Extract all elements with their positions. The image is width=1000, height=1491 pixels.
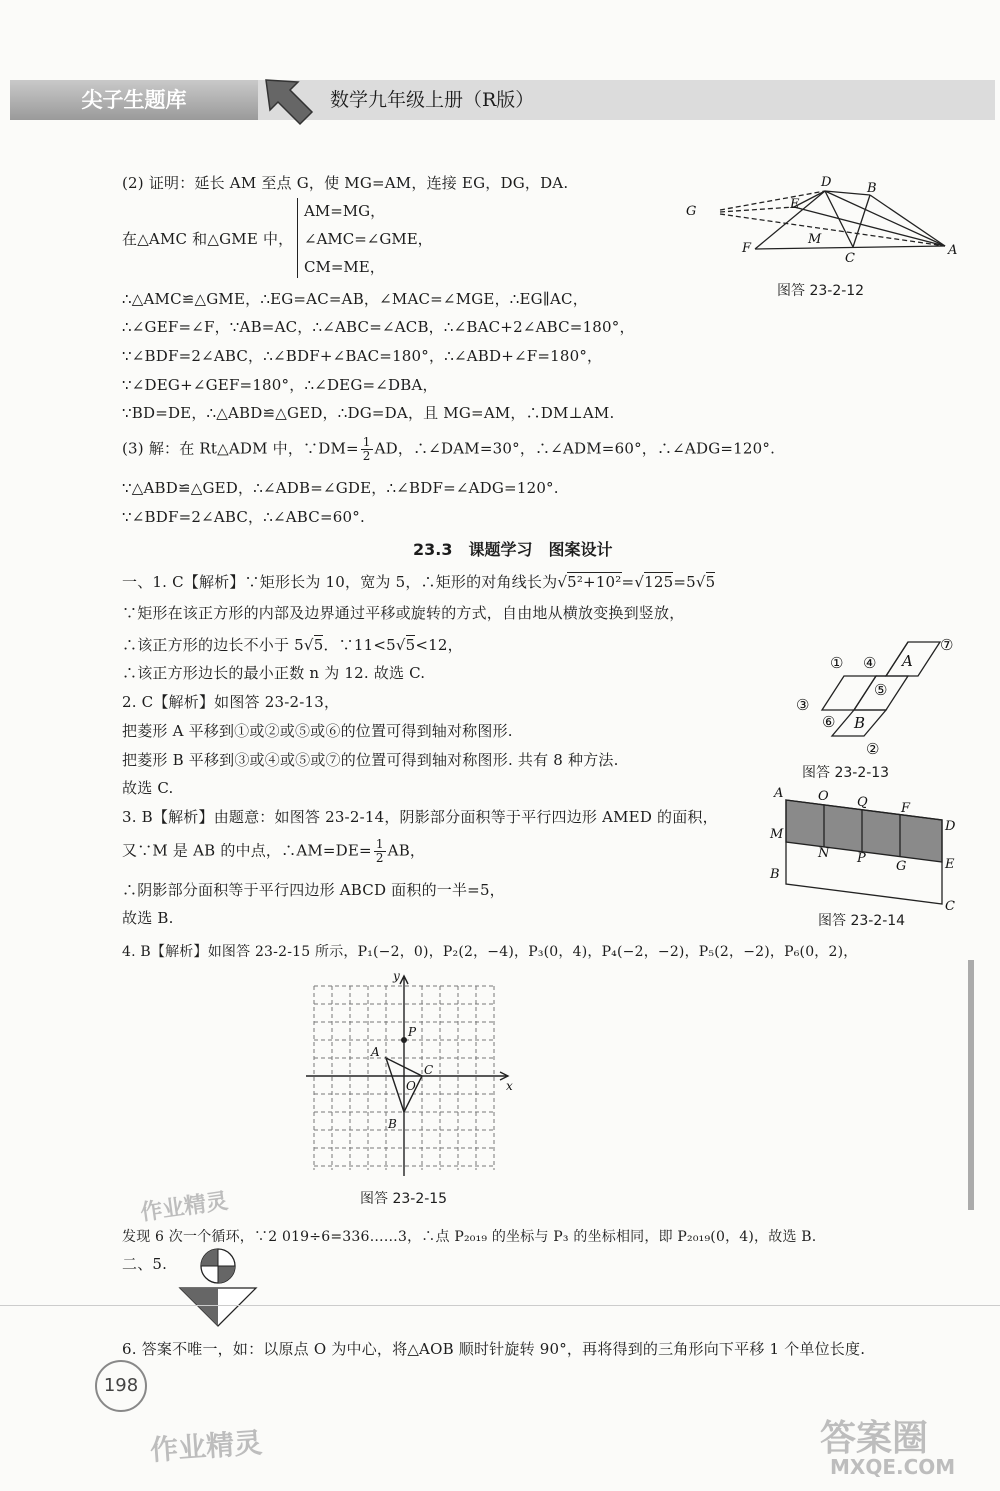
q2-line-3: 把菱形 B 平移到③或④或⑤或⑦的位置可得到轴对称图形. 共有 8 种方法. (122, 751, 619, 769)
header-brand: 尖子生题库 (10, 80, 258, 120)
sqrt-icon: √ (395, 636, 406, 654)
watermark: 答案圈 (820, 1418, 929, 1459)
point-p (401, 1037, 407, 1043)
proof-line-1: (2) 证明：延长 AM 至点 G，使 MG=AM，连接 EG，DG，DA. (122, 174, 569, 192)
fig14-label: D (945, 819, 956, 834)
proof-line-2: ∴△AMC≌△GME，∴EG=AC=AB，∠MAC=∠MGE，∴EG∥AC， (122, 290, 588, 308)
q3-line-4: 故选 B. (122, 909, 174, 927)
fig14-label: Q (857, 795, 868, 810)
proof-line-7: ∵△ABD≌△GED，∴∠ADB=∠GDE，∴∠BDF=∠ADG=120°. (122, 479, 559, 497)
equals: = (621, 573, 635, 591)
scan-edge (968, 960, 974, 1210)
q6-line: 6. 答案不唯一，如：以原点 O 为中心，将△AOB 顺时针旋转 90°，再将得到的三角形向下平移 1 个单位长度. (122, 1340, 866, 1358)
fraction (374, 838, 386, 865)
part3-post: AD，∴∠DAM=30°，∴∠ADM=60°，∴∠ADG=120°. (374, 439, 776, 458)
fig13-caption: 图答 23-2-13 (802, 765, 890, 781)
radicand: 5²+10² (567, 573, 622, 591)
circled-label: ③ (796, 696, 810, 714)
q3-line-3: ∴阴影部分面积等于平行四边形 ABCD 面积的一半=5， (122, 881, 505, 899)
part3-pre: (3) 解：在 Rt△ADM 中，∵DM= (122, 439, 359, 458)
q1-text: 一、1. C【解析】∵矩形长为 10，宽为 5，∴矩形的对角线长为 (122, 573, 558, 591)
fig14-label: M (770, 827, 784, 842)
fig14-label: F (901, 801, 911, 816)
q5-label: 二、5. (122, 1255, 168, 1273)
sqrt-icon: √ (557, 573, 568, 591)
radicand: 5 (405, 636, 416, 654)
fig12-label: B (867, 181, 877, 196)
arrow-icon (258, 72, 318, 130)
system-eq-2: ∠AMC=∠GME， (304, 230, 433, 248)
rhombus-label-b: B (854, 714, 866, 732)
q2-line-1: 2. C【解析】如图答 23-2-13， (122, 693, 340, 711)
watermark: 作业精灵 (149, 1426, 264, 1467)
circled-label: ② (866, 740, 880, 758)
proof-line-4: ∵∠BDF=2∠ABC，∴∠BDF+∠BAC=180°，∴∠ABD+∠F=180°， (122, 347, 603, 365)
fig12-label: F (742, 241, 752, 256)
proof-line-3: ∴∠GEF=∠F，∵AB=AC，∴∠ABC=∠ACB，∴∠BAC+2∠ABC=180°， (122, 318, 635, 336)
fig14-caption: 图答 23-2-14 (818, 913, 906, 929)
system-intro: 在△AMC 和△GME 中， (122, 230, 294, 248)
proof-line-8: ∵∠BDF=2∠ABC，∴∠ABC=60°. (122, 508, 365, 526)
q1-line-2: ∵矩形在该正方形的内部及边界通过平移或旋转的方式，自由地从横放变换到竖放， (122, 604, 685, 622)
sqrt-icon: √ (695, 573, 706, 591)
q4-line-1: 4. B【解析】如图答 23-2-15 所示，P₁(−2，0)，P₂(2，−4)，P₃(0，4)，P₄(−2，−2)，P₅(2，−2)，P₆(0，2)， (122, 944, 858, 960)
q3-line-1: 3. B【解析】由题意：如图答 23-2-14，阴影部分面积等于平行四边形 AMED 的面积， (122, 808, 718, 826)
fraction (361, 436, 373, 463)
q3-text: 又∵M 是 AB 的中点，∴AM=DE= (122, 841, 372, 860)
axis-label-y: y (393, 969, 400, 983)
circled-label: ① (830, 654, 844, 672)
q1-text: ∴该正方形的边长不小于 5 (122, 636, 304, 654)
fig14-label: G (896, 859, 907, 874)
section-title: 23.3 课题学习 图案设计 (413, 540, 613, 559)
q2-line-2: 把菱形 A 平移到①或②或⑤或⑥的位置可得到轴对称图形. (122, 722, 513, 740)
sqrt-icon: √ (303, 636, 314, 654)
figure-23-2-12 (680, 170, 970, 270)
sqrt-icon: √ (634, 573, 645, 591)
circled-label: ④ (863, 654, 877, 672)
system-brace (297, 198, 303, 278)
book-title: 数学九年级上册（R版） (330, 89, 535, 111)
fig12-label: C (845, 251, 855, 266)
q1-text: =5 (673, 573, 696, 591)
fig14-label: O (818, 789, 829, 804)
q1-line-3 (122, 634, 463, 655)
fig12-label: A (948, 243, 958, 258)
q3-line-2 (122, 838, 425, 865)
origin-label: O (406, 1079, 416, 1093)
point-label: A (371, 1045, 380, 1059)
frac-den: 2 (375, 851, 384, 865)
radicand: 5 (705, 573, 716, 591)
q5-pattern (178, 1248, 258, 1328)
fig14-label: P (857, 851, 866, 866)
fig12-label: E (790, 197, 800, 212)
fig14-label: B (770, 867, 780, 882)
q1-line-1 (122, 571, 715, 592)
fig12-label: D (821, 175, 832, 190)
axis-label-x: x (506, 1079, 513, 1093)
figure-23-2-13 (790, 630, 970, 780)
rhombus-label-a: A (902, 652, 913, 670)
proof-line-5: ∵∠DEG+∠GEF=180°，∴∠DEG=∠DBA， (122, 376, 438, 394)
fig12-label: G (686, 204, 697, 219)
fig14-label: N (818, 846, 830, 861)
fig14-label: A (774, 786, 784, 801)
radicand: 125 (644, 573, 674, 591)
q1-text: <12， (415, 636, 463, 654)
fig14-label: E (945, 857, 955, 872)
q3-text: AB， (387, 841, 426, 860)
circled-label: ⑦ (940, 636, 954, 654)
watermark: 作业精灵 (138, 1188, 230, 1226)
frac-den: 2 (362, 449, 371, 463)
q1-text: ．∵11<5 (323, 636, 396, 654)
fig15-caption: 图答 23-2-15 (360, 1191, 448, 1207)
q4-line-2: 发现 6 次一个循环，∵2 019÷6=336……3，∴点 P₂₀₁₉ 的坐标与 P₃ 的坐标相同，即 P₂₀₁₉(0，4)，故选 B. (122, 1229, 817, 1245)
fig12-caption: 图答 23-2-12 (777, 283, 865, 299)
frac-num: 1 (362, 435, 371, 449)
figure-23-2-15 (300, 968, 520, 1178)
figure-23-2-14 (766, 782, 966, 912)
circled-label: ⑥ (822, 713, 836, 731)
divider (0, 1305, 1000, 1306)
fig14-label: C (945, 899, 955, 912)
q1-line-4: ∴该正方形边长的最小正数 n 为 12. 故选 C. (122, 664, 426, 682)
q2-line-4: 故选 C. (122, 779, 174, 797)
point-label: B (388, 1117, 397, 1131)
frac-num: 1 (375, 837, 384, 851)
page-number: 198 (95, 1360, 147, 1412)
system-eq-3: CM=ME， (304, 258, 385, 276)
proof-part3 (122, 436, 775, 463)
fig12-label: M (808, 232, 822, 247)
circled-label: ⑤ (874, 681, 888, 699)
proof-line-6: ∵BD=DE，∴△ABD≌△GED，∴DG=DA，且 MG=AM，∴DM⊥AM. (122, 404, 615, 422)
watermark: MXQE.COM (830, 1455, 956, 1479)
system-eq-1: AM=MG， (304, 202, 386, 220)
point-label: C (424, 1063, 434, 1077)
radicand: 5 (313, 636, 324, 654)
point-label: P (408, 1025, 417, 1039)
